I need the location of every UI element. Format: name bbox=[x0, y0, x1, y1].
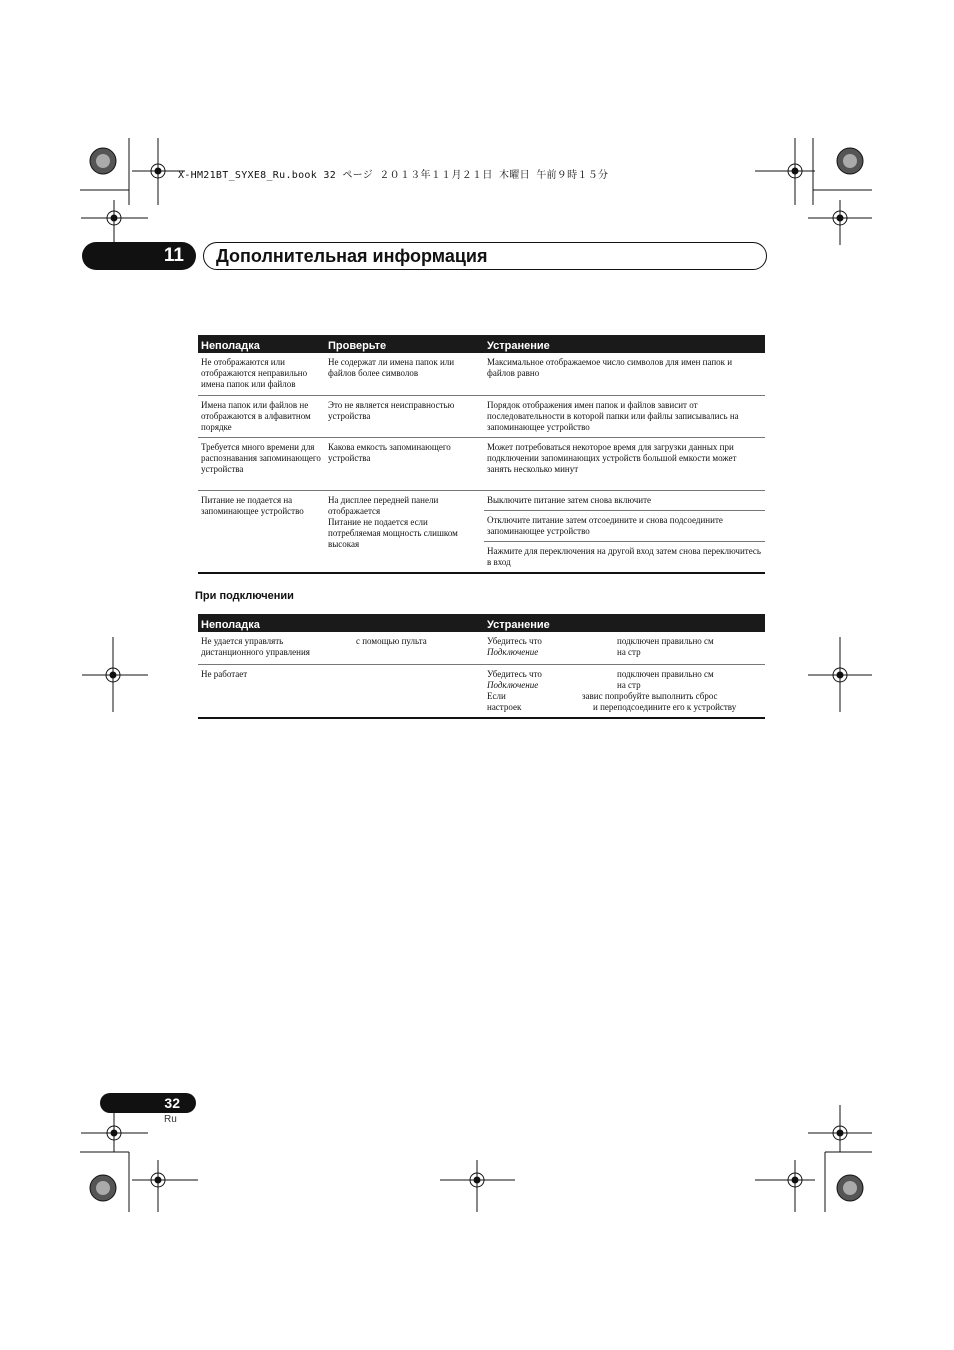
cell-check: На дисплее передней панели отображается Питание не подается если потребляемая мощность слишком высокая bbox=[325, 490, 484, 573]
cell-fix: Максимальное отображаемое число символов для имен папок и файлов равно bbox=[487, 357, 733, 378]
fix-page: на стр bbox=[617, 647, 641, 657]
cell-problem: Имена папок или файлов не отображаются в алфавитном порядке bbox=[198, 395, 325, 437]
fix-ref: Подключение bbox=[487, 647, 539, 657]
problem-text: Не удается управлять дистанционного управления bbox=[201, 636, 310, 657]
fix-text: подключен правильно см bbox=[617, 668, 714, 679]
cell-fix: Может потребоваться некоторое время для загрузки данных при подключении запоминающих устройств большой емкости может занять несколько минут bbox=[484, 437, 765, 490]
header-check: Проверьте bbox=[325, 335, 484, 353]
header-problem: Неполадка bbox=[198, 335, 325, 353]
table-row bbox=[198, 632, 765, 664]
cell-problem bbox=[198, 632, 484, 664]
print-header: X-HM21BT_SYXE8_Ru.book 32 ページ ２０１３年１１月２１日 木曜日 午前９時１５分 bbox=[178, 170, 609, 181]
fix-page: на стр bbox=[617, 679, 641, 690]
fix-text: Убедитесь что bbox=[487, 636, 542, 646]
cell-fix: Нажмите для переключения на другой вход затем снова переключитесь в вход bbox=[484, 541, 765, 573]
table-row bbox=[198, 395, 765, 437]
table-row bbox=[198, 664, 765, 718]
fix-ref: Подключение bbox=[487, 679, 539, 690]
table-row bbox=[198, 490, 765, 510]
header-fix: Устранение bbox=[484, 614, 765, 632]
chapter-title: Дополнительная информация bbox=[203, 242, 767, 270]
problem-text-extra: с помощью пульта bbox=[356, 636, 427, 646]
cell-problem: Питание не подается на запоминающее устройство bbox=[198, 490, 325, 573]
connection-table bbox=[198, 614, 765, 719]
table-header-row bbox=[198, 335, 765, 353]
cell-problem: Требуется много времени для распознавания запоминающего устройства bbox=[198, 437, 325, 490]
cell-fix bbox=[484, 632, 765, 664]
fix-text: настроек bbox=[487, 701, 522, 712]
fix-text: подключен правильно см bbox=[617, 636, 714, 646]
cell-problem: Не работает bbox=[198, 664, 484, 718]
fix-text: Убедитесь что bbox=[487, 668, 542, 679]
table-row bbox=[198, 353, 765, 395]
fix-text: Если bbox=[487, 690, 506, 701]
cell-fix: Выключите питание затем снова включите bbox=[484, 490, 765, 510]
cell-check: Не содержат ли имена папок или файлов более символов bbox=[328, 357, 455, 378]
cell-problem: Не отображаются или отображаются неправильно имена папок или файлов bbox=[201, 357, 308, 389]
fix-text: и переподсоедините его к устройству bbox=[593, 701, 737, 712]
table-row bbox=[198, 437, 765, 490]
cell-fix: Порядок отображения имен папок и файлов зависит от последовательности в которой папки или файлы записывались на запоминающее устройство bbox=[484, 395, 765, 437]
page-language: Ru bbox=[164, 1114, 177, 1125]
cell-fix bbox=[484, 664, 765, 718]
header-fix: Устранение bbox=[484, 335, 765, 353]
cell-check: Это не является неисправностью устройства bbox=[325, 395, 484, 437]
page-number: 32 bbox=[100, 1093, 196, 1113]
table-header-row bbox=[198, 614, 765, 632]
troubleshoot-table bbox=[198, 335, 765, 574]
section-subheading: При подключении bbox=[195, 590, 294, 602]
chapter-number: 11 bbox=[82, 242, 196, 270]
header-problem: Неполадка bbox=[198, 614, 484, 632]
cell-check: Какова емкость запоминающего устройства bbox=[325, 437, 484, 490]
fix-text: завис попробуйте выполнить сброс bbox=[582, 690, 718, 701]
cell-fix: Отключите питание затем отсоедините и снова подсоедините запоминающее устройство bbox=[484, 510, 765, 541]
